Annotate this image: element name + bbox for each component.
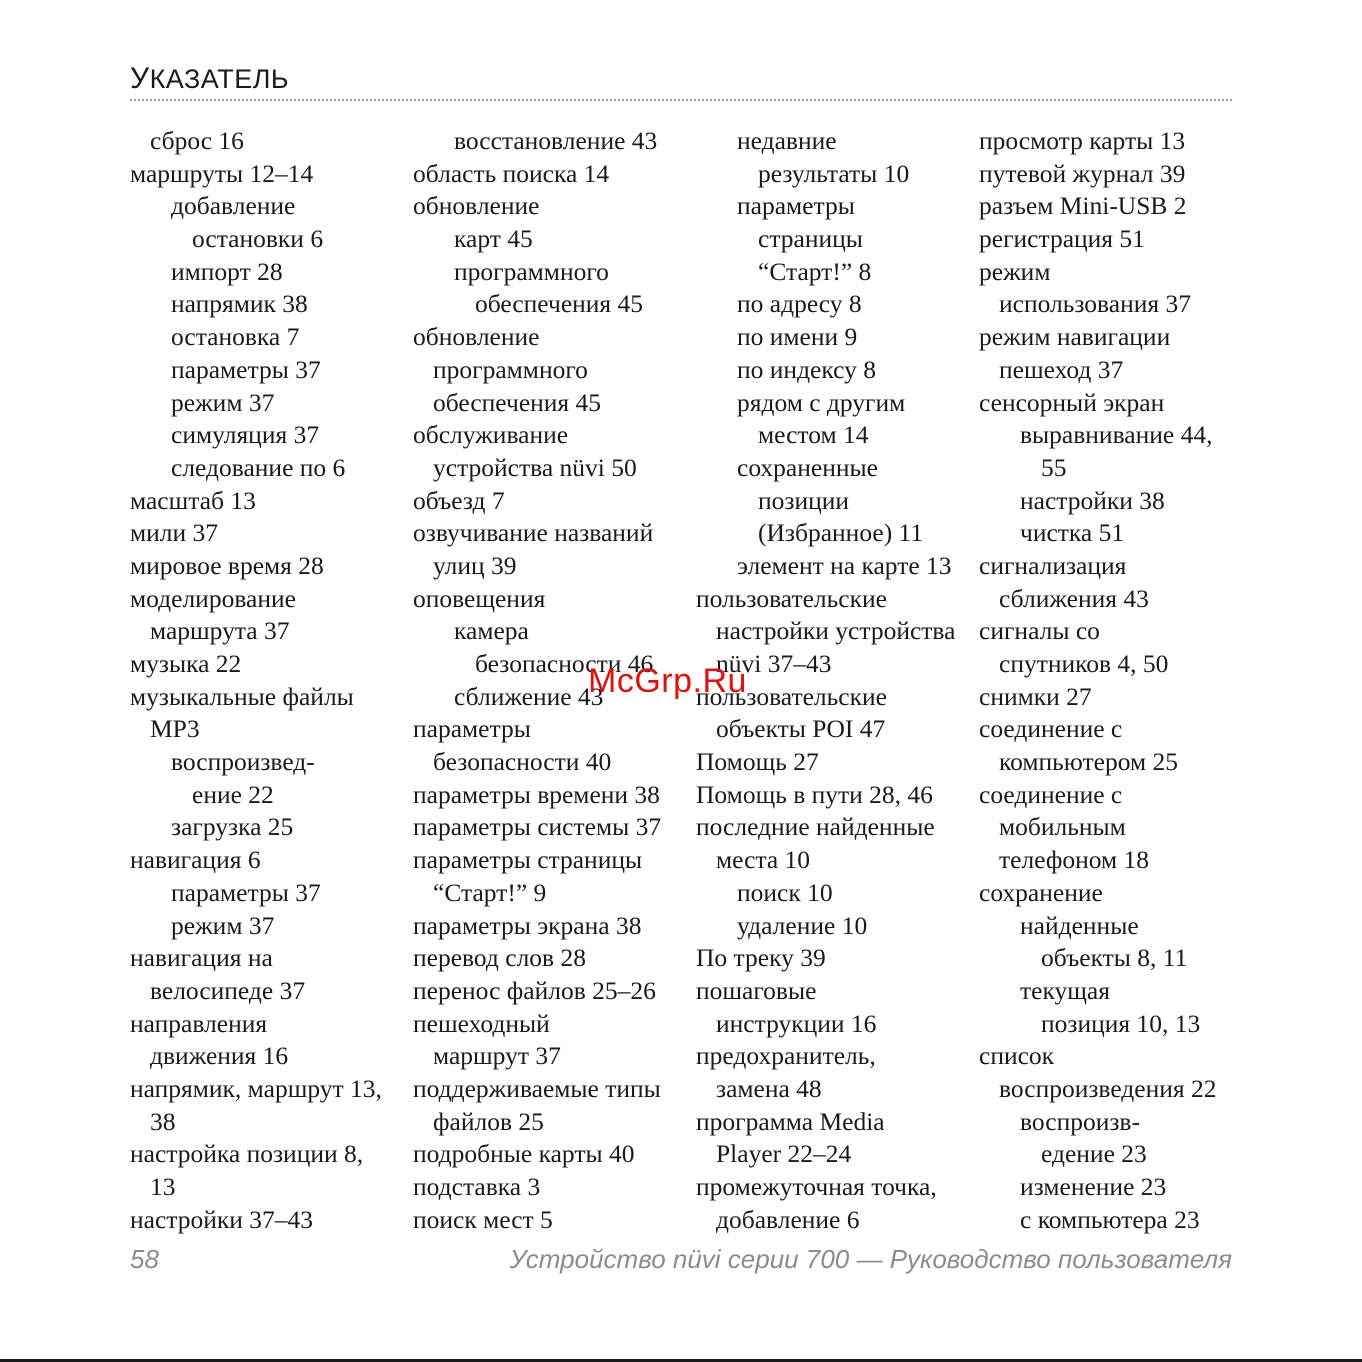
index-entry: поддерживаемые типы	[413, 1073, 661, 1103]
index-entry: карт 45	[454, 224, 533, 254]
index-entry: музыкальные файлы	[130, 681, 354, 711]
section-title-initial: У	[130, 62, 150, 95]
index-entry: удаление 10	[737, 910, 868, 940]
index-entry: nüvi 37–43	[716, 649, 832, 678]
index-entry: перенос файлов 25–26	[413, 975, 656, 1005]
index-entry: позиции	[758, 485, 850, 515]
index-entry: навигация на	[130, 943, 273, 973]
index-entry: сохраненные	[737, 452, 878, 482]
section-title-rest: КАЗАТЕЛЬ	[149, 64, 290, 94]
index-entry: перевод слов 28	[413, 943, 586, 973]
index-entry: настройки устройства	[716, 616, 956, 646]
index-entry: текущая	[1020, 975, 1110, 1005]
index-entry: по адресу 8	[737, 289, 862, 319]
index-entry: воспроизвед-	[171, 747, 315, 777]
index-entry: места 10	[716, 845, 811, 875]
index-entry: маршруты 12–14	[130, 158, 314, 188]
index-entry: следование по 6	[171, 452, 346, 482]
section-title	[130, 62, 289, 96]
index-entry: обновление	[413, 322, 540, 352]
watermark: McGrp.Ru	[588, 662, 747, 700]
index-entry: режим 37	[171, 387, 275, 417]
index-entry: велосипеде 37	[150, 975, 306, 1005]
index-entry: обеспечения 45	[475, 289, 644, 319]
index-entry: сохранение	[979, 877, 1103, 907]
index-entry: объекты POI 47	[716, 714, 886, 744]
index-entry: восстановление 43	[454, 126, 658, 155]
index-entry: Помощь 27	[696, 747, 819, 777]
index-entry: рядом с другим	[737, 387, 906, 417]
index-entry: устройства nüvi 50	[433, 452, 637, 482]
index-entry: по имени 9	[737, 322, 858, 352]
page-number: 58	[130, 1244, 159, 1274]
index-entry: параметры времени 38	[413, 779, 660, 809]
index-entry: настройки 37–43	[130, 1204, 314, 1234]
index-entry: пошаговые	[696, 975, 817, 1005]
index-entry: пешеходный	[413, 1008, 550, 1038]
index-entry: просмотр карты 13	[979, 126, 1186, 155]
index-entry: изменение 23	[1020, 1172, 1167, 1201]
index-entry: использования 37	[999, 289, 1191, 319]
index-entry: “Старт!” 8	[758, 256, 872, 286]
index-entry: объекты 8, 11	[1041, 943, 1188, 973]
index-entry: поиск 10	[737, 877, 833, 907]
index-entry: параметры	[413, 714, 531, 744]
index-entry: мили 37	[130, 518, 219, 548]
index-entry: 38	[150, 1106, 176, 1136]
index-entry: позиция 10, 13	[1041, 1008, 1201, 1038]
index-entry: сближение 43	[454, 681, 604, 711]
index-entry: подробные карты 40	[413, 1139, 635, 1169]
index-entry: навигация 6	[130, 845, 261, 875]
index-entry: результаты 10	[758, 158, 910, 188]
index-entry: сброс 16	[150, 126, 244, 155]
index-entry: MP3	[150, 714, 200, 744]
index-entry: страницы	[758, 224, 863, 254]
index-entry: промежуточная точка,	[696, 1172, 937, 1201]
index-entry: остановка 7	[171, 322, 300, 352]
index-entry: программного	[433, 354, 588, 384]
index-entry: движения 16	[150, 1041, 289, 1071]
index-entry: замена 48	[716, 1073, 822, 1103]
index-entry: добавление	[171, 191, 296, 221]
index-entry: сигнализация	[979, 550, 1127, 580]
index-entry: 13	[150, 1172, 176, 1201]
index-entry: ение 22	[192, 779, 274, 809]
index-entry: добавление 6	[716, 1204, 860, 1234]
index-entry: режим навигации	[979, 322, 1171, 352]
index-entry: путевой журнал 39	[979, 158, 1186, 188]
index-entry: безопасности 46	[475, 649, 654, 678]
index-entry: воспроизведения 22	[999, 1073, 1217, 1103]
index-entry: едение 23	[1041, 1139, 1147, 1169]
index-entry: по индексу 8	[737, 354, 876, 384]
index-entry: музыка 22	[130, 649, 242, 678]
index-entry: напрямик 38	[171, 289, 308, 319]
index-entry: область поиска 14	[413, 158, 610, 188]
index-entry: параметры	[737, 191, 855, 221]
index-entry: сигналы со	[979, 616, 1100, 646]
index-entry: настройки 38	[1020, 485, 1165, 515]
index-entry: соединение с	[979, 714, 1123, 744]
index-entry: последние найденные	[696, 812, 935, 842]
index-entry: разъем Mini-USB 2	[979, 191, 1187, 221]
index-entry: маршрут 37	[433, 1041, 561, 1071]
index-entry: мобильным	[999, 812, 1126, 842]
index-entry: пешеход 37	[999, 354, 1124, 384]
index-entry: соединение с	[979, 779, 1123, 809]
index-entry: воспроизв-	[1020, 1106, 1140, 1136]
index-entry: спутников 4, 50	[999, 649, 1169, 678]
index-entry: выравнивание 44,	[1020, 420, 1213, 450]
index-entry: объезд 7	[413, 485, 505, 515]
index-entry: пользовательские	[696, 681, 887, 711]
index-entry: предохранитель,	[696, 1041, 876, 1071]
index-entry: По треку 39	[696, 943, 826, 973]
index-column-1	[130, 125, 382, 1236]
index-entry: остановки 6	[192, 224, 324, 254]
index-entry: направления	[130, 1008, 268, 1038]
index-entry: симуляция 37	[171, 420, 320, 450]
index-entry: моделирование	[130, 583, 296, 613]
index-entry: список	[979, 1041, 1055, 1071]
index-entry: Помощь в пути 28, 46	[696, 779, 933, 809]
index-entry: обеспечения 45	[433, 387, 602, 417]
index-entry: программного	[454, 256, 609, 286]
index-entry: режим	[979, 256, 1051, 286]
footer-document-title: Устройство nüvi серии 700 — Руководство пользователя	[509, 1244, 1232, 1274]
index-entry: настройка позиции 8,	[130, 1139, 364, 1169]
index-entry: безопасности 40	[433, 747, 612, 777]
index-entry: мировое время 28	[130, 550, 324, 580]
index-entry: сближения 43	[999, 583, 1149, 613]
index-entry: обновление	[413, 191, 540, 221]
index-entry: поиск мест 5	[413, 1204, 553, 1234]
index-entry: загрузка 25	[171, 812, 294, 842]
index-entry: инструкции 16	[716, 1008, 877, 1038]
index-entry: “Старт!” 9	[433, 877, 547, 907]
index-entry: напрямик, маршрут 13,	[130, 1073, 382, 1103]
header-dotted-rule	[130, 99, 1232, 101]
index-entry: элемент на карте 13	[737, 550, 952, 580]
index-entry: недавние	[737, 126, 837, 155]
index-entry: (Избранное) 11	[758, 518, 924, 548]
index-entry: импорт 28	[171, 256, 283, 286]
index-entry: пользовательские	[696, 583, 887, 613]
index-entry: с компьютера 23	[1020, 1204, 1200, 1234]
index-entry: регистрация 51	[979, 224, 1145, 254]
index-entry: обслуживание	[413, 420, 569, 450]
index-entry: файлов 25	[433, 1106, 544, 1136]
index-entry: чистка 51	[1020, 518, 1125, 548]
index-entry: сенсорный экран	[979, 387, 1165, 417]
index-entry: подставка 3	[413, 1172, 541, 1201]
index-entry: камера	[454, 616, 529, 646]
index-entry: снимки 27	[979, 681, 1092, 711]
index-entry: параметры 37	[171, 877, 321, 907]
index-entry: маршрута 37	[150, 616, 290, 646]
index-column-4	[979, 125, 1217, 1236]
index-entry: 55	[1041, 452, 1067, 482]
index-entry: найденные	[1020, 910, 1139, 940]
index-entry: параметры экрана 38	[413, 910, 642, 940]
index-entry: оповещения	[413, 583, 546, 613]
index-entry: режим 37	[171, 910, 275, 940]
index-entry: параметры страницы	[413, 845, 643, 875]
index-entry: масштаб 13	[130, 485, 256, 515]
index-entry: компьютером 25	[999, 747, 1178, 777]
index-entry: озвучивание названий	[413, 518, 654, 548]
index-entry: Player 22–24	[716, 1139, 852, 1169]
index-entry: параметры системы 37	[413, 812, 662, 842]
index-entry: телефоном 18	[999, 845, 1150, 875]
index-entry: программа Media	[696, 1106, 885, 1136]
index-entry: улиц 39	[433, 550, 517, 580]
index-entry: местом 14	[758, 420, 869, 450]
index-entry: параметры 37	[171, 354, 321, 384]
